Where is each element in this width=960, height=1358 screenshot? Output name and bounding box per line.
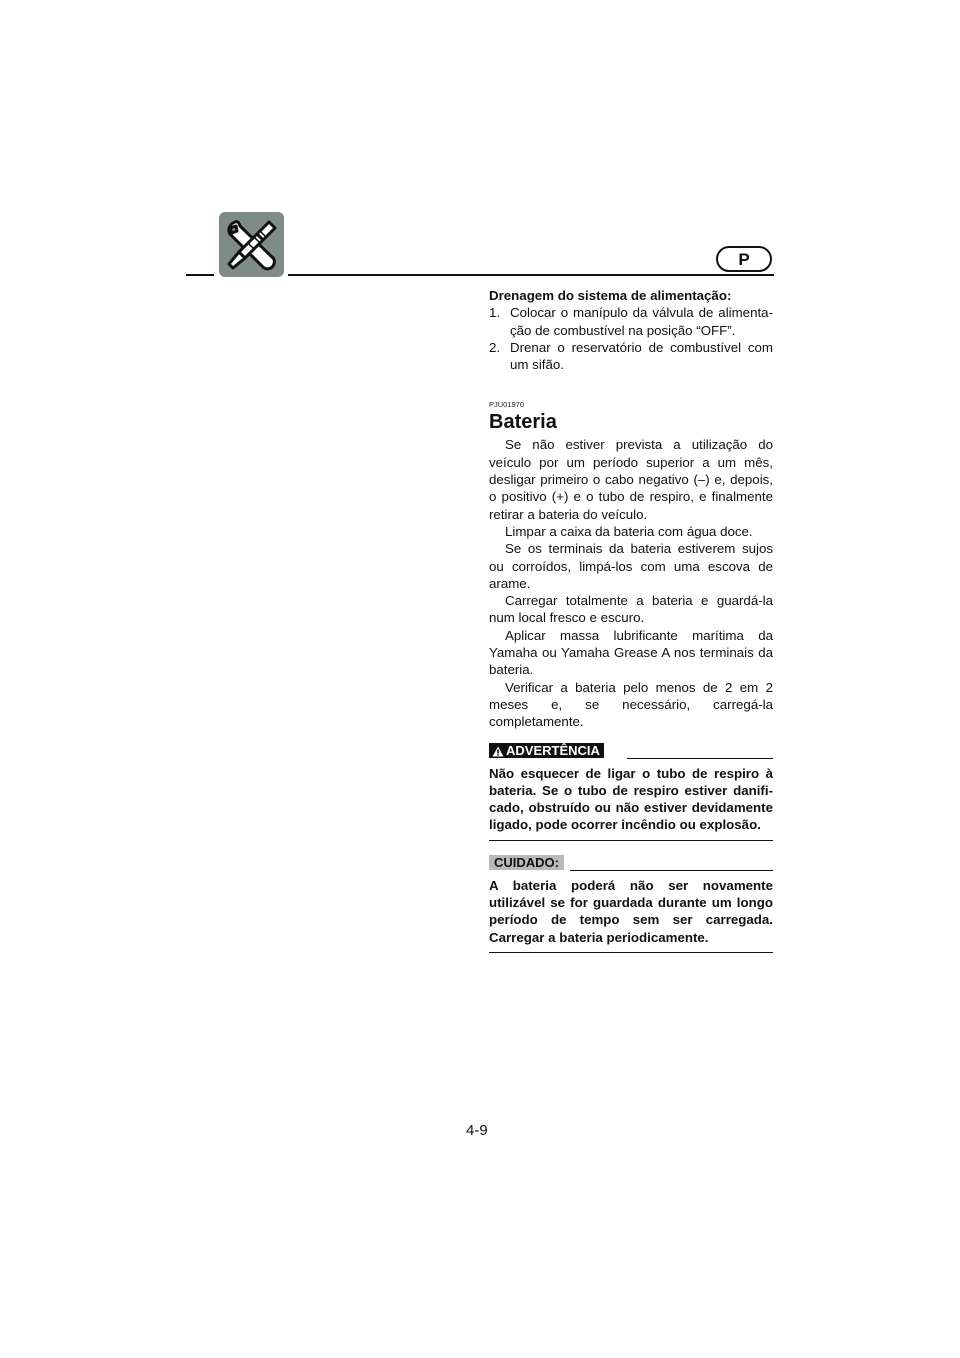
step-text: Colocar o manípulo da válvula de alimentação de combustível na posição “OFF”. [510,305,773,338]
paragraph: Se não estiver prevista a utilização do veículo por um período superior a um mês, desligar primeiro o cabo negativo (–) e, depois, o positivo (+) e o tubo de respiro, e finalmente retirar a bateria do veículo. [489,437,773,522]
language-badge: P [716,246,772,272]
paragraph: Aplicar massa lubrificante marítima da Yamaha ou Yamaha Grease A nos terminais da bateria. [489,627,773,678]
header-rule-right [288,274,774,276]
list-item [489,339,773,374]
page-number: 4-9 [466,1122,488,1139]
paragraph: Verificar a bateria pelo menos de 2 em 2 meses e, se necessário, carregá-la completamente. [489,679,773,730]
caution-end-rule [489,952,773,953]
section-title: Bateria [489,411,557,434]
section-code: PJU01970 [489,400,525,410]
caution-header [489,853,773,873]
warning-label-text: ADVERTÊNCIA [506,742,600,758]
paragraph: Limpar a caixa da bateria com água doce. [505,523,753,539]
list-item [489,304,773,339]
header-rule-left [186,274,214,276]
caution-rule [570,870,773,871]
wrench-screwdriver-icon [219,212,284,277]
warning-triangle-icon [492,746,504,757]
drain-steps [489,304,773,373]
warning-text: Não esquecer de ligar o tubo de respiro à bateria. Se o tubo de respiro estiver danificado, obstruído ou não estiver devidamente ligado, pode ocorrer incêndio ou explosão. [489,765,773,833]
warning-end-rule [489,840,773,841]
step-text: Drenar o reservatório de combustível com um sifão. [510,339,773,373]
warning-header [489,741,773,761]
step-number: 1. [489,305,501,321]
caution-text: A bateria poderá não ser novamente utilizável se for guardada durante um longo período de tempo sem ser carregada. Carregar a bateria periodicamente. [489,877,773,945]
drain-heading: Drenagem do sistema de alimentação: [489,288,732,303]
paragraph: Se os terminais da bateria estiverem sujos ou corroídos, limpá-los com uma escova de arame. [489,541,773,591]
paragraph: Carregar totalmente a bateria e guardá-la num local fresco e escuro. [489,593,773,626]
page-content [489,287,773,953]
warning-label [489,743,604,758]
step-number: 2. [489,339,501,355]
caution-label: CUIDADO: [489,855,564,870]
warning-rule [627,758,773,759]
